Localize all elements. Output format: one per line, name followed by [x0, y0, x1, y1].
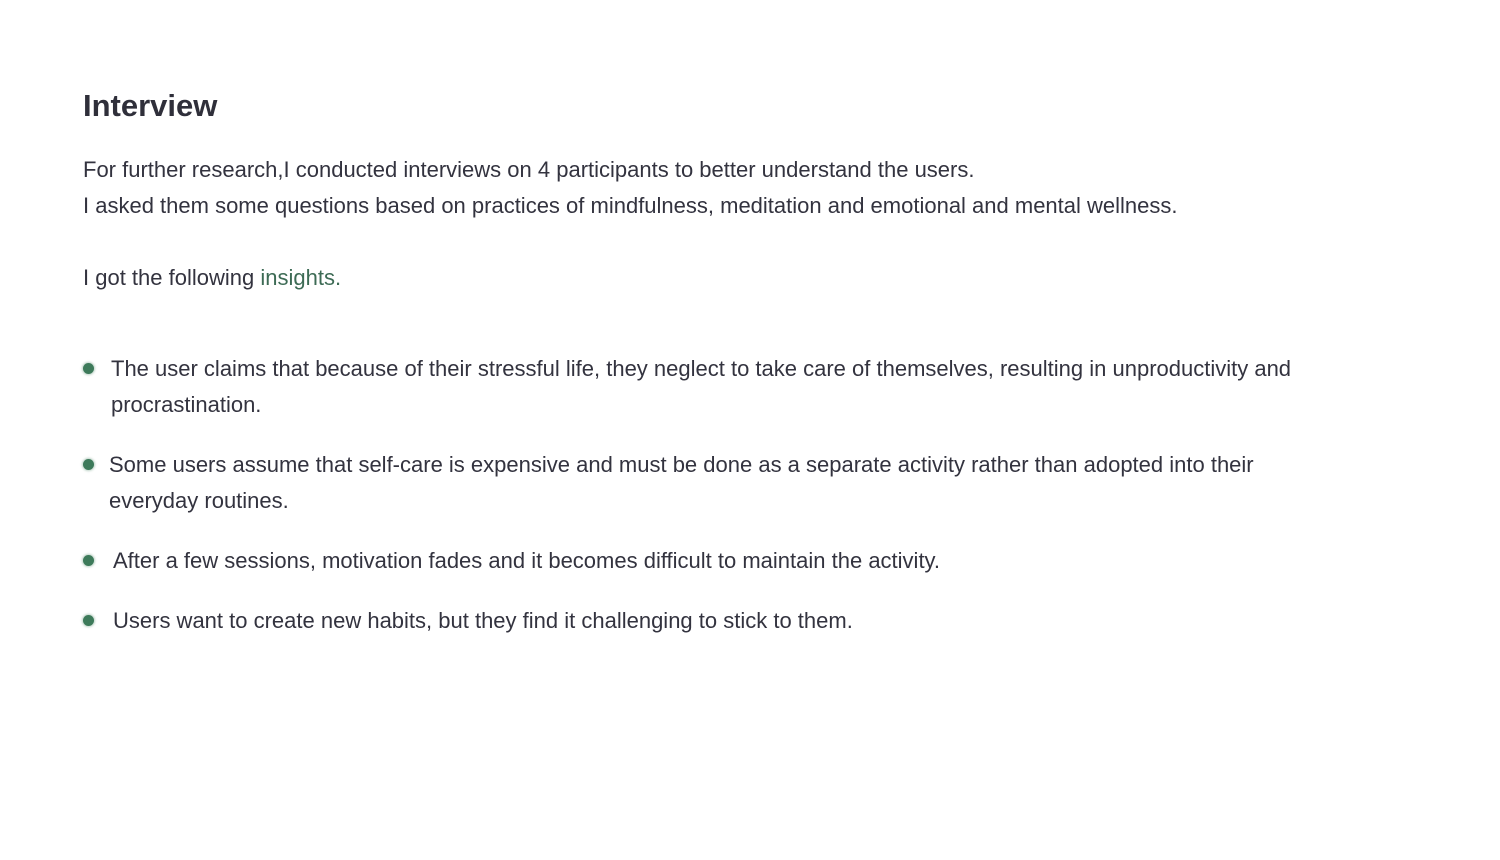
list-item [83, 603, 1333, 639]
bullet-dot-icon [83, 555, 94, 566]
bullet-dot-icon [83, 615, 94, 626]
section-title: Interview [83, 88, 218, 123]
bullet-dot-icon [83, 363, 94, 374]
list-item [83, 543, 1333, 579]
list-item [83, 351, 1333, 423]
list-item [83, 447, 1313, 519]
insight-text: The user claims that because of their stressful life, they neglect to take care of themselves, resulting in unproductivity and procrastination. [111, 356, 1292, 417]
insight-text: Users want to create new habits, but they find it challenging to stick to them. [113, 608, 853, 633]
insights-list [83, 351, 1333, 663]
bullet-dot-icon [83, 459, 94, 470]
intro-line-1: For further research,I conducted interviews on 4 participants to better understand the users. [83, 157, 975, 182]
insight-text: After a few sessions, motivation fades and it becomes difficult to maintain the activity. [113, 548, 941, 573]
insights-lead [83, 260, 341, 296]
intro-line-2: I asked them some questions based on practices of mindfulness, meditation and emotional and mental wellness. [83, 193, 1178, 218]
intro-paragraph [83, 152, 1178, 224]
insight-text: Some users assume that self-care is expensive and must be done as a separate activity rather than adopted into their everyday routines. [109, 452, 1254, 513]
insights-prefix: I got the following [83, 265, 261, 290]
insights-word: insights. [260, 265, 342, 290]
